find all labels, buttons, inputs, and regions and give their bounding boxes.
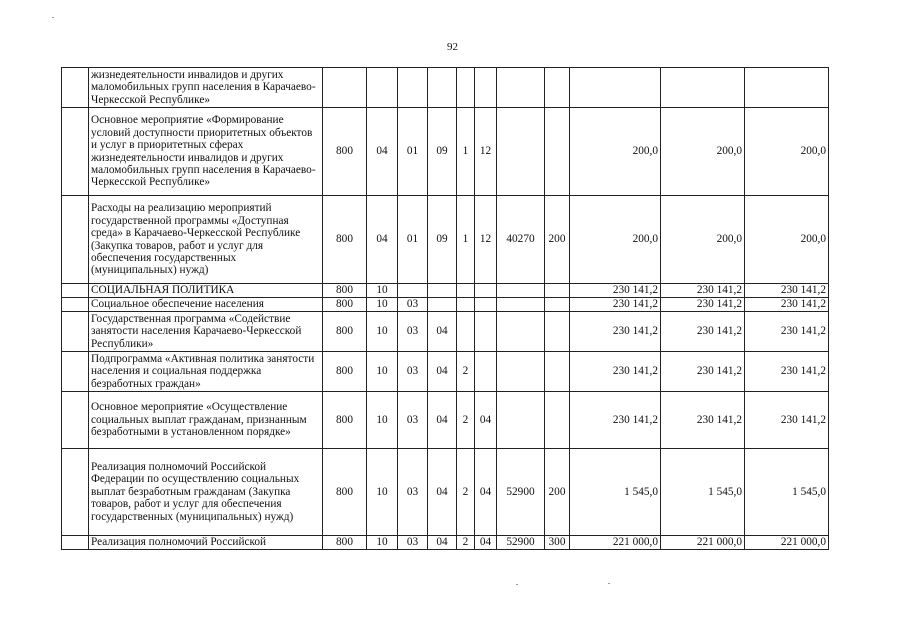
cell-y1: 230 141,2 xyxy=(570,284,661,298)
cell-direction xyxy=(497,298,545,312)
cell-y3 xyxy=(745,68,829,108)
cell-event xyxy=(475,352,497,392)
cell-y1: 200,0 xyxy=(570,108,661,196)
cell-y2: 200,0 xyxy=(661,196,745,284)
cell-blank xyxy=(62,196,89,284)
cell-direction xyxy=(497,352,545,392)
cell-direction: 40270 xyxy=(497,196,545,284)
cell-event: 04 xyxy=(475,449,497,536)
table-row xyxy=(62,108,829,196)
cell-section: 10 xyxy=(367,392,398,449)
cell-y2: 230 141,2 xyxy=(661,352,745,392)
cell-direction: 52900 xyxy=(497,536,545,550)
cell-y3: 200,0 xyxy=(745,196,829,284)
cell-subprogram: 2 xyxy=(457,449,475,536)
cell-desc: Реализация полномочий Российской Федерации по осуществлению социальных выплат безработным гражданам (Закупка товаров, работ и услуг для обеспечения государственных (муниципальных) нужд) xyxy=(89,449,323,536)
cell-y3: 230 141,2 xyxy=(745,284,829,298)
cell-blank xyxy=(62,284,89,298)
cell-subprogram xyxy=(457,312,475,352)
cell-program: 09 xyxy=(428,196,457,284)
cell-expense-type xyxy=(545,392,570,449)
cell-section: 10 xyxy=(367,449,398,536)
budget-table xyxy=(61,67,829,550)
cell-subprogram: 2 xyxy=(457,536,475,550)
cell-subprogram: 2 xyxy=(457,352,475,392)
cell-y1 xyxy=(570,68,661,108)
table-row xyxy=(62,68,829,108)
cell-direction xyxy=(497,312,545,352)
cell-subprogram: 1 xyxy=(457,196,475,284)
cell-expense-type xyxy=(545,108,570,196)
cell-event: 04 xyxy=(475,536,497,550)
cell-y1: 1 545,0 xyxy=(570,449,661,536)
cell-subsection: 03 xyxy=(398,536,428,550)
cell-desc: Основное мероприятие «Формирование условий доступности приоритетных объектов и услуг в приоритетных сферах жизнедеятельности инвалидов и других маломобильных групп населения в Карачаево-Черкесской Республике» xyxy=(89,108,323,196)
table-row xyxy=(62,298,829,312)
cell-y1: 200,0 xyxy=(570,196,661,284)
cell-program: 04 xyxy=(428,536,457,550)
cell-admin: 800 xyxy=(323,536,367,550)
cell-admin: 800 xyxy=(323,284,367,298)
cell-y3: 200,0 xyxy=(745,108,829,196)
cell-subsection: 03 xyxy=(398,312,428,352)
cell-expense-type: 200 xyxy=(545,196,570,284)
cell-y1: 230 141,2 xyxy=(570,352,661,392)
cell-y2: 221 000,0 xyxy=(661,536,745,550)
cell-event: 04 xyxy=(475,392,497,449)
table-row xyxy=(62,352,829,392)
table-row xyxy=(62,284,829,298)
cell-expense-type xyxy=(545,298,570,312)
cell-admin: 800 xyxy=(323,312,367,352)
cell-program xyxy=(428,298,457,312)
cell-subsection: 03 xyxy=(398,352,428,392)
cell-blank xyxy=(62,298,89,312)
cell-y2: 230 141,2 xyxy=(661,312,745,352)
cell-subsection: 03 xyxy=(398,298,428,312)
cell-expense-type xyxy=(545,68,570,108)
cell-desc: СОЦИАЛЬНАЯ ПОЛИТИКА xyxy=(89,284,323,298)
cell-y2: 230 141,2 xyxy=(661,392,745,449)
cell-y1: 230 141,2 xyxy=(570,392,661,449)
cell-blank xyxy=(62,352,89,392)
cell-y3: 230 141,2 xyxy=(745,352,829,392)
cell-expense-type xyxy=(545,312,570,352)
cell-blank xyxy=(62,312,89,352)
cell-expense-type xyxy=(545,284,570,298)
cell-desc: Социальное обеспечение населения xyxy=(89,298,323,312)
cell-direction xyxy=(497,392,545,449)
cell-event xyxy=(475,298,497,312)
cell-desc: Государственная программа «Содействие занятости населения Карачаево-Черкесской Республики» xyxy=(89,312,323,352)
cell-blank xyxy=(62,449,89,536)
cell-y3: 1 545,0 xyxy=(745,449,829,536)
cell-subsection xyxy=(398,284,428,298)
table-row xyxy=(62,196,829,284)
cell-y1: 230 141,2 xyxy=(570,312,661,352)
cell-program: 04 xyxy=(428,392,457,449)
cell-section: 10 xyxy=(367,352,398,392)
cell-program: 04 xyxy=(428,449,457,536)
cell-subprogram xyxy=(457,298,475,312)
cell-blank xyxy=(62,108,89,196)
cell-desc: Подпрограмма «Активная политика занятости населения и социальная поддержка безработных граждан» xyxy=(89,352,323,392)
cell-program: 04 xyxy=(428,312,457,352)
cell-y3: 230 141,2 xyxy=(745,298,829,312)
cell-y3: 230 141,2 xyxy=(745,392,829,449)
cell-blank xyxy=(62,536,89,550)
cell-y2 xyxy=(661,68,745,108)
cell-y1: 221 000,0 xyxy=(570,536,661,550)
cell-section: 10 xyxy=(367,312,398,352)
cell-program: 09 xyxy=(428,108,457,196)
cell-admin xyxy=(323,68,367,108)
cell-subprogram: 1 xyxy=(457,108,475,196)
cell-event: 12 xyxy=(475,108,497,196)
cell-admin: 800 xyxy=(323,196,367,284)
cell-subprogram xyxy=(457,284,475,298)
cell-y2: 230 141,2 xyxy=(661,284,745,298)
cell-subprogram xyxy=(457,68,475,108)
cell-subsection: 01 xyxy=(398,108,428,196)
cell-expense-type: 300 xyxy=(545,536,570,550)
cell-event xyxy=(475,284,497,298)
cell-y1: 230 141,2 xyxy=(570,298,661,312)
cell-section: 10 xyxy=(367,284,398,298)
cell-y2: 200,0 xyxy=(661,108,745,196)
table-body xyxy=(62,68,829,550)
cell-subsection xyxy=(398,68,428,108)
cell-y2: 230 141,2 xyxy=(661,298,745,312)
cell-subsection: 03 xyxy=(398,449,428,536)
cell-expense-type: 200 xyxy=(545,449,570,536)
cell-program xyxy=(428,284,457,298)
cell-direction xyxy=(497,108,545,196)
cell-desc: Реализация полномочий Российской xyxy=(89,536,323,550)
cell-admin: 800 xyxy=(323,392,367,449)
table-row xyxy=(62,392,829,449)
cell-blank xyxy=(62,68,89,108)
cell-y3: 221 000,0 xyxy=(745,536,829,550)
cell-program xyxy=(428,68,457,108)
cell-desc: Расходы на реализацию мероприятий государственной программы «Доступная среда» в Карачаево-Черкесской Республике (Закупка товаров, работ и услуг для обеспечения государственных (муниципальных) нужд) xyxy=(89,196,323,284)
cell-event xyxy=(475,68,497,108)
cell-section: 10 xyxy=(367,536,398,550)
cell-program: 04 xyxy=(428,352,457,392)
cell-direction: 52900 xyxy=(497,449,545,536)
cell-section: 04 xyxy=(367,108,398,196)
cell-desc: Основное мероприятие «Осуществление социальных выплат гражданам, признанным безработными в установленном порядке» xyxy=(89,392,323,449)
cell-event: 12 xyxy=(475,196,497,284)
cell-admin: 800 xyxy=(323,108,367,196)
cell-y3: 230 141,2 xyxy=(745,312,829,352)
cell-subsection: 01 xyxy=(398,196,428,284)
cell-section xyxy=(367,68,398,108)
cell-y2: 1 545,0 xyxy=(661,449,745,536)
cell-subsection: 03 xyxy=(398,392,428,449)
cell-expense-type xyxy=(545,352,570,392)
table-row xyxy=(62,449,829,536)
cell-section: 10 xyxy=(367,298,398,312)
cell-section: 04 xyxy=(367,196,398,284)
page-number: 92 xyxy=(447,41,458,53)
cell-subprogram: 2 xyxy=(457,392,475,449)
cell-desc: жизнедеятельности инвалидов и других маломобильных групп населения в Карачаево-Черкесской Республике» xyxy=(89,68,323,108)
cell-direction xyxy=(497,284,545,298)
table-row xyxy=(62,312,829,352)
cell-blank xyxy=(62,392,89,449)
cell-admin: 800 xyxy=(323,352,367,392)
cell-direction xyxy=(497,68,545,108)
cell-admin: 800 xyxy=(323,449,367,536)
cell-admin: 800 xyxy=(323,298,367,312)
table-row xyxy=(62,536,829,550)
cell-event xyxy=(475,312,497,352)
